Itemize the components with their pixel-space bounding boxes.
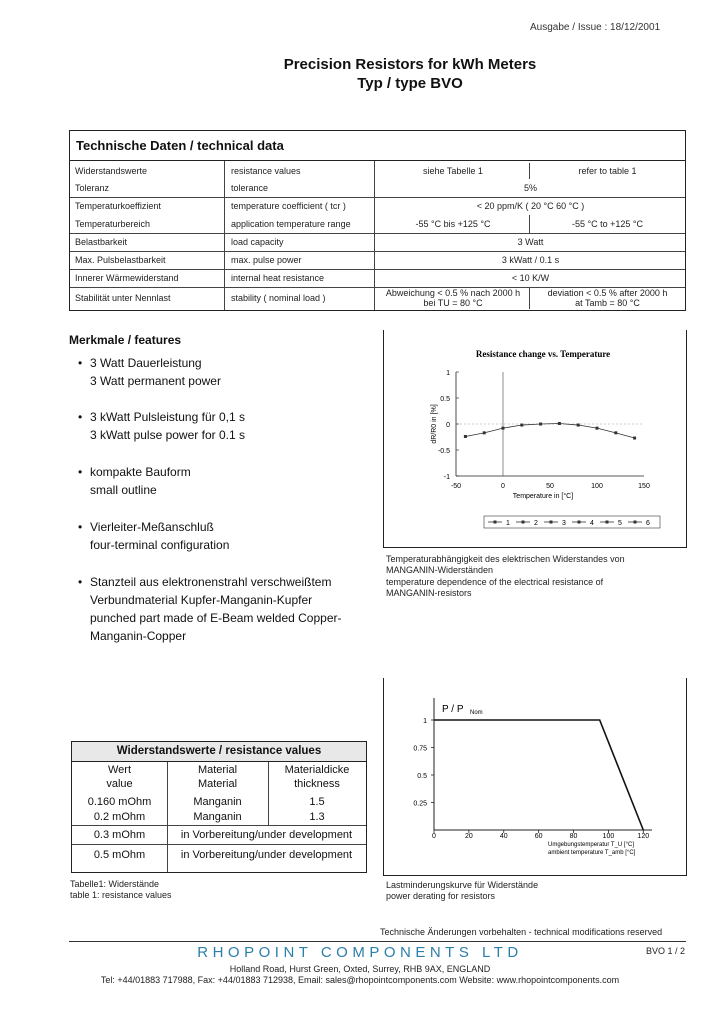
row-label-de: Widerstandswerte	[75, 166, 148, 176]
x-axis-label: ambient temperature T_amb [°C]	[548, 850, 636, 856]
legend-marker	[522, 521, 525, 524]
y-tick-label: 1	[446, 370, 450, 377]
row-line	[70, 251, 685, 252]
row-label-en: application temperature range	[231, 219, 351, 229]
header-material-de: Material	[197, 764, 238, 776]
x-tick-label: 150	[638, 483, 650, 490]
table-caption-line: Tabelle1: Widerstände	[70, 879, 160, 889]
header-thickness-en: thickness	[294, 778, 340, 790]
cell-material: in Vorbereitung/under development	[180, 849, 353, 861]
x-tick-label: 100	[602, 833, 615, 840]
data-point	[539, 423, 542, 426]
row-value: 3 kWatt / 0.1 s	[501, 255, 560, 265]
legend-label: 2	[534, 520, 538, 527]
legend-label: 3	[562, 520, 566, 527]
header-thickness-de: Materialdicke	[284, 764, 350, 776]
x-tick-label: 0	[432, 833, 436, 840]
x-tick-label: 40	[499, 833, 508, 840]
x-axis-label: Temperature in [°C]	[512, 493, 574, 500]
resistance-table-title: Widerstandswerte / resistance values	[72, 742, 366, 762]
legend-label: 5	[618, 520, 622, 527]
technical-data-title: Technische Daten / technical data	[70, 131, 685, 161]
header-value-en: value	[106, 778, 133, 790]
feature-line: 3 kWatt pulse power for 0.1 s	[90, 428, 245, 442]
row-label-en: internal heat resistance	[231, 273, 325, 283]
feature-line: 3 kWatt Pulsleistung für 0,1 s	[90, 410, 245, 424]
x-tick-label: 60	[534, 833, 543, 840]
derating-chart	[384, 678, 686, 875]
feature-line: Manganin-Copper	[90, 629, 187, 643]
cell-thickness: 1.3	[309, 811, 325, 823]
doc-title: Precision Resistors for kWh Meters	[283, 56, 537, 73]
row-value-right: at Tamb = 80 °C	[575, 298, 640, 308]
bullet-icon: •	[78, 356, 83, 370]
row-label-en: stability ( nominal load )	[231, 293, 326, 303]
legend-marker	[634, 521, 637, 524]
row-value-left: -55 °C bis +125 °C	[415, 219, 491, 229]
feature-line: punched part made of E-Beam welded Copper-	[90, 611, 342, 625]
row-value: 5%	[523, 183, 537, 193]
derating-caption-line: power derating for resistors	[386, 891, 496, 901]
row-label-de: Innerer Wärmewiderstand	[75, 273, 179, 283]
row-value-left: bei TU = 80 °C	[423, 298, 483, 308]
feature-line: 3 Watt permanent power	[90, 374, 221, 388]
row-value: < 20 ppm/K ( 20 °C 60 °C )	[476, 201, 585, 211]
bullet-icon: •	[78, 465, 83, 479]
cell-value: 0.3 mOhm	[93, 829, 146, 841]
feature-line: Vierleiter-Meßanschluß	[90, 520, 214, 534]
row-label-de: Max. Pulsbelastbarkeit	[75, 255, 166, 265]
temperature-chart	[384, 330, 686, 547]
company-address: Holland Road, Hurst Green, Oxted, Surrey, RHB 9AX, ENGLAND	[229, 964, 491, 974]
x-tick-label: 80	[569, 833, 578, 840]
x-tick-label: 0	[501, 483, 505, 490]
bullet-icon: •	[78, 410, 83, 424]
legend-label: 6	[646, 520, 650, 527]
legend-marker	[550, 521, 553, 524]
y-tick-label: -0.5	[437, 448, 450, 455]
row-value: < 10 K/W	[511, 273, 550, 283]
header-material-en: Material	[197, 778, 238, 790]
row-value-right: -55 °C to +125 °C	[572, 219, 643, 229]
feature-line: four-terminal configuration	[90, 538, 230, 552]
row-value-right: deviation < 0.5 % after 2000 h	[547, 288, 668, 298]
features-title: Merkmale / features	[69, 333, 182, 347]
y-axis-label: dR/R0 in [%]	[431, 404, 438, 444]
derating-chart-frame	[383, 678, 687, 876]
data-point	[502, 427, 505, 430]
data-point	[464, 435, 467, 438]
x-tick-label: -50	[450, 483, 462, 490]
doc-subtitle: Typ / type BVO	[357, 75, 463, 92]
resistance-values-table	[71, 741, 367, 873]
data-point	[483, 431, 486, 434]
row-line	[70, 233, 685, 234]
y-tick-label: 0.75	[413, 745, 427, 753]
row-label-en: load capacity	[231, 237, 284, 247]
legend-marker	[578, 521, 581, 524]
legend-marker	[606, 521, 609, 524]
legend-label: 4	[590, 520, 594, 527]
data-point	[520, 424, 523, 427]
bullet-icon: •	[78, 520, 83, 534]
data-point	[577, 424, 580, 427]
x-tick-label: 20	[464, 833, 473, 840]
legend-label: 1	[506, 520, 510, 527]
row-label-en: tolerance	[231, 183, 269, 193]
x-tick-label: 50	[546, 483, 554, 490]
row-label-en: temperature coefficient ( tcr )	[231, 201, 346, 211]
x-axis-label: Umgebungstemperatur T_U [°C]	[548, 842, 634, 848]
chart-title-subscript: Nom	[470, 710, 483, 716]
cell-material: Manganin	[193, 796, 242, 808]
row-value: 3 Watt	[517, 237, 544, 247]
technical-data-table	[69, 130, 686, 311]
footer-divider	[69, 941, 686, 942]
row-label-de: Toleranz	[75, 183, 110, 193]
data-point	[633, 437, 636, 440]
issue-date: Ausgabe / Issue : 18/12/2001	[530, 22, 661, 33]
row-line	[70, 197, 685, 198]
row-label-de: Temperaturkoeffizient	[75, 201, 161, 211]
legend-marker	[494, 521, 497, 524]
table-caption-line: table 1: resistance values	[70, 890, 172, 900]
temperature-chart-frame	[383, 330, 687, 548]
feature-line: small outline	[90, 483, 157, 497]
y-tick-label: 0.25	[413, 800, 427, 808]
header-value-de: Wert	[107, 764, 132, 776]
data-point	[614, 431, 617, 434]
series-line	[465, 423, 634, 438]
row-label-de: Temperaturbereich	[75, 219, 151, 229]
cell-material: in Vorbereitung/under development	[180, 829, 353, 841]
data-point	[558, 422, 561, 425]
cell-value: 0.2 mOhm	[93, 811, 146, 823]
row-label-de: Stabilität unter Nennlast	[75, 293, 171, 303]
temp-caption-line: temperature dependence of the electrical resistance of	[386, 577, 604, 587]
cell-material: Manganin	[193, 811, 242, 823]
bullet-icon: •	[78, 575, 83, 589]
row-label-en: max. pulse power	[231, 255, 302, 265]
row-value-left: siehe Tabelle 1	[423, 166, 483, 176]
modification-notice: Technische Änderungen vorbehalten - technical modifications reserved	[380, 927, 663, 937]
row-line	[72, 825, 366, 826]
y-tick-label: 0	[446, 422, 450, 429]
page-number: BVO 1 / 2	[646, 946, 686, 956]
row-label-de: Belastbarkeit	[75, 237, 128, 247]
feature-line: 3 Watt Dauerleistung	[90, 356, 202, 370]
y-tick-label: -1	[443, 474, 450, 481]
row-label-en: resistance values	[231, 166, 301, 176]
cell-value: 0.5 mOhm	[93, 849, 146, 861]
data-point	[596, 427, 599, 430]
chart-title: P / P	[442, 704, 464, 715]
temp-caption-line: Temperaturabhängigkeit des elektrischen Widerstandes von	[386, 554, 625, 564]
company-contact: Tel: +44/01883 717988, Fax: +44/01883 712938, Email: sales@rhopointcomponents.com Website: www.rhopointcomponents.com	[100, 975, 620, 985]
chart-title: Resistance change vs. Temperature	[475, 349, 611, 359]
company-name: RHOPOINT COMPONENTS LTD	[197, 944, 523, 961]
cell-thickness: 1.5	[309, 796, 325, 808]
feature-line: kompakte Bauform	[90, 465, 191, 479]
y-tick-label: 0.5	[417, 773, 427, 780]
row-line	[70, 269, 685, 270]
cell-value: 0.160 mOhm	[87, 796, 152, 808]
feature-line: Verbundmaterial Kupfer-Manganin-Kupfer	[90, 593, 313, 607]
row-line	[72, 844, 366, 845]
y-tick-label: 0.5	[440, 396, 450, 403]
row-value-right: refer to table 1	[578, 166, 637, 176]
x-tick-label: 100	[591, 483, 603, 490]
row-value-left: Abweichung < 0.5 % nach 2000 h	[385, 288, 521, 298]
derating-curve	[434, 720, 643, 830]
x-tick-label: 120	[637, 833, 650, 840]
feature-line: Stanzteil aus elektronenstrahl verschweißtem	[90, 575, 332, 589]
y-tick-label: 1	[423, 718, 427, 725]
temp-caption-line: MANGANIN-resistors	[386, 588, 472, 598]
temp-caption-line: MANGANIN-Widerständen	[386, 565, 494, 575]
derating-caption-line: Lastminderungskurve für Widerstände	[386, 880, 539, 890]
